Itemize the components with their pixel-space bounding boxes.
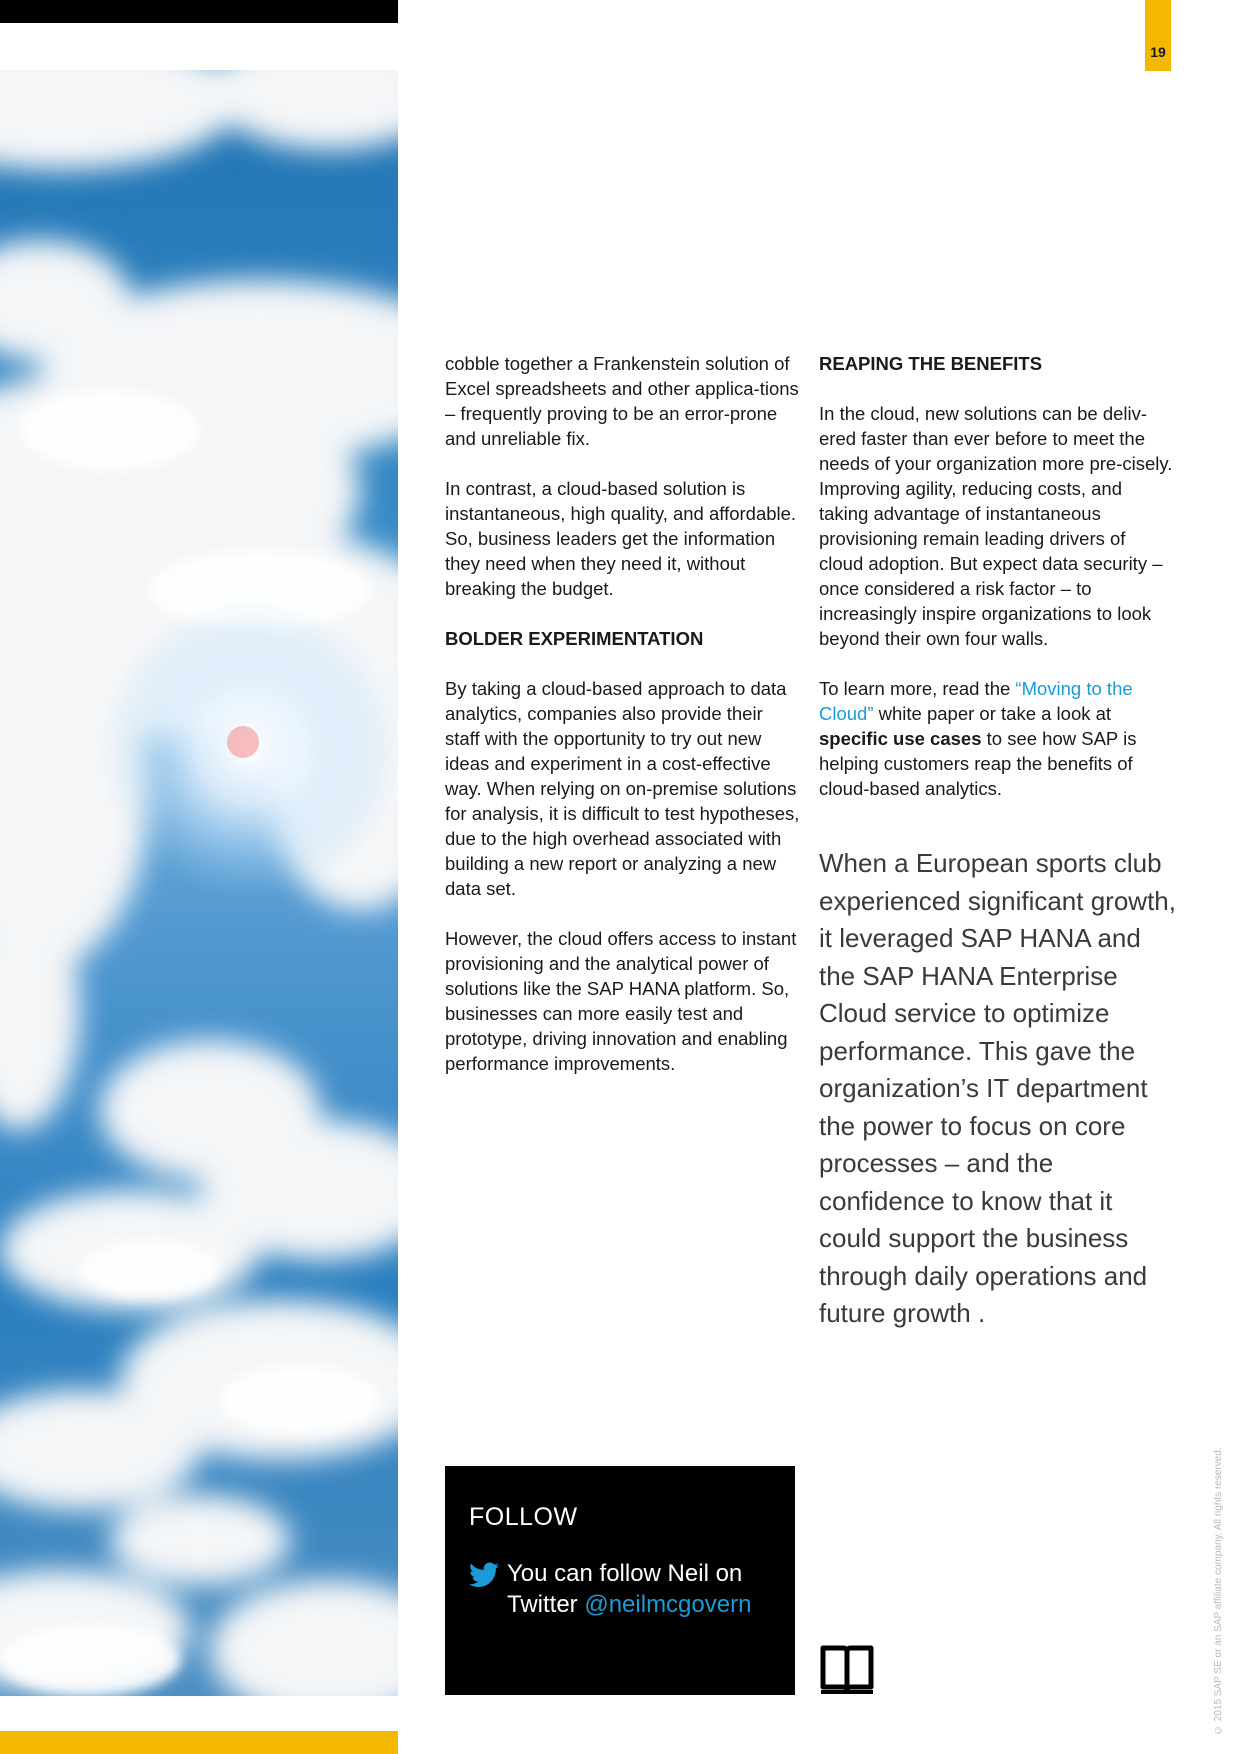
specific-use-cases-link[interactable]: specific use cases bbox=[819, 728, 982, 749]
learn-more-paragraph bbox=[819, 676, 1174, 801]
page-number-tab bbox=[1145, 0, 1171, 71]
moving-to-cloud-link[interactable]: “Moving to the Cloud” bbox=[819, 678, 1133, 724]
paragraph: However, the cloud offers access to instant provisioning and the analytical power of solutions like the SAP HANA platform. So, businesses can more easily test and prototype, driving innovation and enabling performance improvements. bbox=[445, 928, 797, 1074]
follow-text bbox=[507, 1558, 771, 1620]
follow-title: FOLLOW bbox=[469, 1503, 578, 1531]
copyright-notice: © 2015 SAP SE or an SAP affiliate company. All rights reserved. bbox=[1213, 1447, 1224, 1735]
follow-box bbox=[445, 1466, 795, 1695]
book-icon[interactable] bbox=[819, 1644, 875, 1696]
sky-cloud-image bbox=[0, 70, 398, 1696]
paragraph: In contrast, a cloud-based solution is instantaneous, high quality, and affordable. So, business leaders get the information they need when they need it, without breaking the budget. bbox=[445, 478, 797, 599]
section-heading: REAPING THE BENEFITS bbox=[819, 353, 1043, 374]
page-number: 19 bbox=[1150, 44, 1166, 60]
learn-more-suffix: to see how SAP is helping customers reap the benefits of cloud-based analytics. bbox=[819, 728, 1137, 799]
bottom-yellow-bar bbox=[0, 1731, 398, 1754]
paragraph: cobble together a Frankenstein solution of Excel spreadsheets and other applica-tions – frequently proving to be an error-prone and unreliable fix. bbox=[445, 353, 799, 449]
top-black-bar bbox=[0, 0, 398, 23]
paragraph: By taking a cloud-based approach to data analytics, companies also provide their staff with the opportunity to try out new ideas and experiment in a cost-effective way. When relying on on-premise solutions for analysis, it is difficult to test hypotheses, due to the high overhead associated with building a new report or analyzing a new data set. bbox=[445, 678, 800, 899]
pull-quote: When a European sports club experienced significant growth, it leveraged SAP HANA and the SAP HANA Enterprise Cloud service to optimize performance. This gave the organization’s IT department the power to focus on core processes – and the confidence to know that it could support the business through daily operations and future growth . bbox=[819, 848, 1176, 1328]
section-heading: BOLDER EXPERIMENTATION bbox=[445, 628, 704, 649]
left-text-column bbox=[445, 351, 800, 1101]
follow-text-body: You can follow Neil on Twitter bbox=[507, 1560, 743, 1618]
paragraph: In the cloud, new solutions can be deliv-ered faster than ever before to meet the needs of your organization more pre-cisely. Improving agility, reducing costs, and taking advantage of instantaneous provisioning remain leading drivers of cloud adoption. But expect data security – once considered a risk factor – to increasingly inspire organizations to look beyond their own four walls. bbox=[819, 403, 1173, 649]
twitter-bird-icon bbox=[469, 1558, 507, 1620]
right-text-column bbox=[819, 351, 1174, 826]
learn-more-prefix: To learn more, read the bbox=[819, 678, 1016, 699]
twitter-handle-link[interactable]: @neilmcgovern bbox=[584, 1591, 752, 1618]
learn-more-mid: white paper or take a look at bbox=[873, 703, 1112, 724]
